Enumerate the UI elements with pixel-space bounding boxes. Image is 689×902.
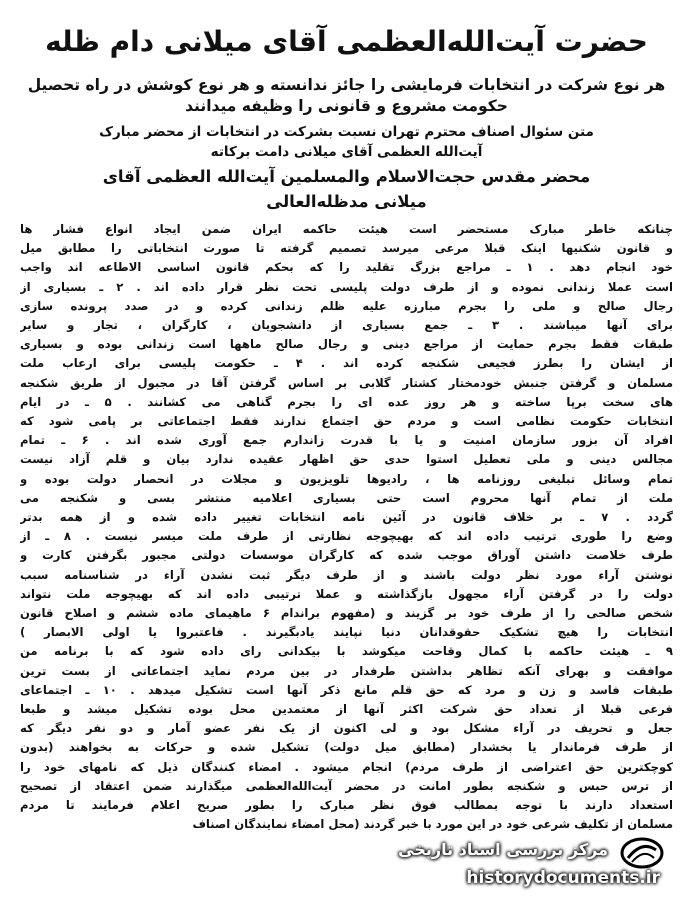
body-line: نوشتن آراء مورد نظر دولت باشند و از طرف دیگر ثبت نشدن آراء در شناسنامه سبب [20, 567, 673, 582]
body-line: افراد آن بزور سازمان امنیت و یا با قدرت زاندارم جمع آوری شده اند . ۶ ـ تمام [20, 433, 673, 448]
body-line: و قانون شکنیها اینک قبلا مرعی میرسد تصمیم گرفته تا صورت انتخاباتی را مطابق میل [20, 241, 673, 256]
watermark [398, 832, 678, 894]
body-line: طبقات فاسد و زن و مرد که حق قلم مانع ذکر آنها است تشکیل میدهد . ۱۰ ـ اجتماعای [20, 682, 673, 697]
heading-line: حکومت مشروع و قانونی را وظیفه میدانند [185, 97, 508, 115]
body-line: است عملا زندانی نموده و از طرف دولت پلیسی تحت نظر قرار داده اند . ۲ ـ بسیاری از [20, 279, 673, 294]
address-line: محضر مقدس حجت‌الاسلام والمسلمین آیت‌الله العظمی آقای [102, 167, 591, 186]
body-line: رجال صالح و ملی را بجرم مبارزه علیه ظلم زندانی کرده و در صدد پرونده سازی [20, 298, 673, 313]
body-line: موافقت و بهرای آنکه تظاهر بداشتن طرفدار در بین مردم نماید اجتماعاتی از بست ترین [20, 663, 673, 678]
body-line: چنانکه خاطر مبارک مستحضر است هیئت حاکمه ایران ضمن ایجاد انواع فشار ها [20, 222, 673, 236]
letter-body [20, 220, 673, 835]
body-line: های سخت برپا ساخته و هر روز عده ای را بجرم گناهی می کشانند . ۵ ـ در ایام [20, 394, 673, 409]
body-line: ملت از تمام آنها محروم است حتی بسیاری اعلامیه منتشر بسی و شکنجه می [20, 490, 673, 505]
document-title: حضرت آیت‌الله‌العظمی آقای میلانی دام ظله [45, 25, 648, 58]
heading-line: هر نوع شرکت در انتخابات فرمایشی را جائز ندانسته و هر نوع کوشش در راه تحصیل [27, 76, 666, 94]
body-line: از ایشان را بطرز فجیعی شکنجه کرده اند . ۴ ـ حکومت پلیسی برای ارعاب ملت [20, 356, 673, 371]
body-line: تمام وسائل تبلیغی روزنامه ها ، رادیوها تلویزیون و مجلات در انحصار دولت بوده و [20, 471, 673, 486]
body-line: جعل و تحریف در آراء مشکل بود و لی اکنون از یک نفر عضو آمار و دو نفر دیگر که [20, 721, 673, 736]
body-line: از طرف فرماندار یا بخشدار (مطابق میل دولت) تشکیل شده و حرکات به بخواهند (بدون [20, 740, 673, 755]
body-line: طرف خلاصت داشتن آوراق موجب شده که کارگران موسسات دولتی مجبور بگرفتن کارت و [20, 548, 673, 563]
body-line: مسلمان از تکلیف شرعی خود در این مورد با خبر گردند (محل امضاء نمایندگان اصناف [192, 817, 673, 832]
body-line: طبقات فقط بجرم حمایت از مراجع دینی و رجال صالح ماهها است زندانی بوده و بسیاری [20, 337, 673, 352]
body-line: انتخابات حکومت نظامی است و مردم حق اجتماع ندارند فقط اجتماعاتی بر پامی شود که [20, 414, 673, 429]
body-line: خود انجام دهد . ۱ ـ مراجع بزرگ تقلید را که بحکم قانون اساسی الاطاعه اند واجب [20, 260, 673, 275]
body-line: کوچکترین حق اعتراضی از طرف مردم) انجام میشود . امضاء کنندگان ذیل که نامهای خود را [20, 759, 673, 774]
watermark-label-en: historydocuments.ir [466, 868, 660, 888]
address-line: میلانی مدظله‌العالی [266, 192, 427, 211]
body-line: فرعی قبلا از تعداد حق شرکت اکثر آنها از معتمدین محل بوده تشکیل میشد و طبعا [20, 702, 673, 717]
sub-line: آیت‌الله العظمی آقای میلانی دامت برکاته [210, 144, 483, 160]
body-line: از ترس حبس و شکنجه بطور امانت در محضر آیت‌الله‌العظمی میگذارند ضمن اعتقاد از تصحیح [20, 778, 673, 793]
sub-block [20, 124, 673, 160]
heading-block [20, 76, 673, 116]
watermark-label-fa: مرکز بررسی اسناد تاریخی [398, 840, 608, 859]
body-line: مسلمان و گرفتن جنبش خودمختار کشتار گلابی بر اساس گرفتن آقا در مجبول از طریق شکنجه [20, 375, 673, 390]
body-line: استعداد دارند با توجه بمطالب فوق نظر مبارک را بطور صریح اعلام فرمایند تا مردم [20, 798, 673, 813]
body-line: وضع را طوری ترتیب داده اند که بهیچوجه نظارتی از طرف ملت میسر نیست . ۸ ـ از [20, 529, 673, 544]
body-line: دولت را در گرفتن آراء مجهول بازگذاشته و عملا ترتیبی داده اند که بهیچوجه ملت نتواند [20, 586, 673, 601]
sub-line: متن سئوال اصناف محترم تهران نسبت بشرکت در انتخابات از محضر مبارک [99, 124, 594, 140]
seal-logo-icon [618, 836, 666, 870]
body-line: شخص صالحی را از طرف خود بر گزیند و (مفهوم براندام ۶ ماهیمای ماده ششم و اصلاح قانون [20, 606, 673, 621]
body-line: برای آنها میباشند . ۳ ـ جمع بسیاری از دانشجویان ، کارگران ، تجار و سایر [20, 318, 673, 333]
body-line: مجالس دینی و ملی تعطیل استوا حدی حق اظهار عقیده ندارد بیان و قلم آزاد نیست [20, 452, 673, 467]
body-line: انتخابات را هیچ تشکیک حقوقدانان دنیا نپایند یادبگیرند . فاعتبروا یا اولی الابصار ) [20, 625, 673, 640]
body-line: گردد . ۷ ـ بر خلاف قانون در آئین نامه انتخابات تغییر داده شده و از همه بدتر [20, 510, 673, 525]
body-line: ۹ ـ هیئت حاکمه با کمال وقاحت میکوشد با بیکدانی رای داده شود که با برنامه من [20, 644, 673, 659]
address-block [20, 166, 673, 212]
